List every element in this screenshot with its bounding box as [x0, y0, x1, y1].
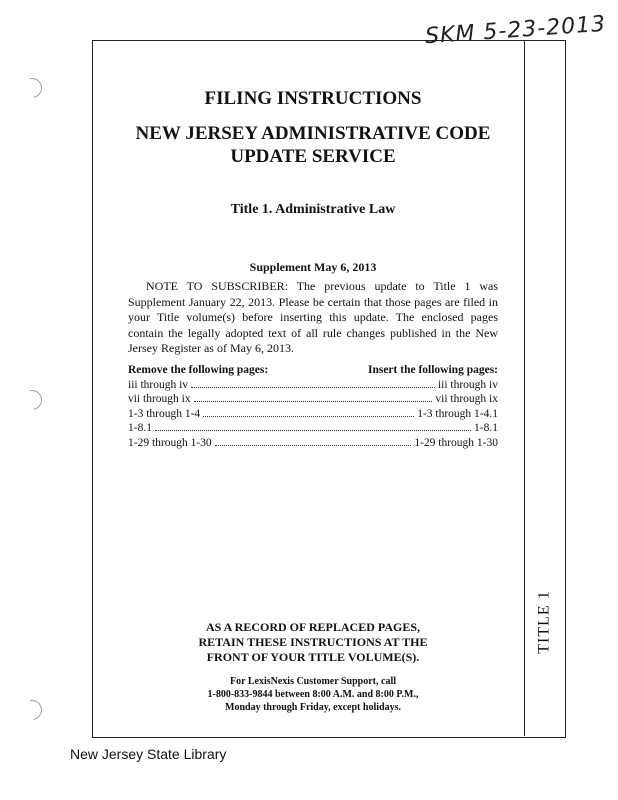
handwritten-initials-date: SKM 5-23-2013: [424, 11, 607, 50]
table-row: [128, 392, 498, 407]
leader-dots: [191, 387, 435, 388]
code-service-heading: [128, 122, 498, 168]
table-row: [128, 436, 498, 451]
remove-pages: iii through iv: [128, 378, 189, 391]
insert-pages: vii through ix: [435, 393, 498, 405]
binder-hole-mark: [18, 386, 46, 414]
leader-dots: [155, 430, 471, 431]
table-row: [128, 378, 498, 393]
title-tab-label: TITLE 1: [535, 590, 553, 654]
leader-dots: [203, 416, 414, 417]
record-instructions: [128, 620, 498, 665]
remove-pages: vii through ix: [128, 393, 191, 405]
binder-hole-mark: [18, 696, 46, 724]
subscriber-note: [128, 279, 498, 357]
insert-pages: iii through iv: [437, 378, 498, 391]
title-heading: Title 1. Administrative Law: [230, 202, 396, 217]
heading-line: UPDATE SERVICE: [230, 146, 396, 167]
record-line: AS A RECORD OF REPLACED PAGES,: [205, 620, 421, 634]
table-header: [128, 363, 498, 378]
customer-support-info: [128, 675, 498, 714]
insert-pages: 1-8.1: [474, 422, 498, 434]
leader-dots: [215, 445, 412, 446]
note-text: NOTE TO SUBSCRIBER: The previous update to Title 1 was Supplement January 22, 2013. Please be certain that those pages are filed in your Title volume(s) before inserting this update. The enclosed pages contain the legally adopted text of all rule changes published in the New Jersey Register as of May 6, 2013.: [128, 279, 498, 355]
binder-hole-mark: [18, 74, 46, 102]
record-line: RETAIN THESE INSTRUCTIONS AT THE: [198, 635, 428, 649]
insert-pages: 1-29 through 1-30: [414, 436, 498, 449]
support-phone-line: 1-800-833-9844 between 8:00 A.M. and 8:00 P.M.,: [207, 689, 419, 700]
supplement-date: Supplement May 6, 2013: [249, 260, 377, 274]
remove-pages: 1-29 through 1-30: [128, 436, 212, 449]
support-line: For LexisNexis Customer Support, call: [229, 676, 396, 687]
remove-pages: 1-3 through 1-4: [128, 407, 201, 420]
note-indent: [128, 279, 146, 293]
leader-dots: [194, 401, 433, 402]
insert-pages: 1-3 through 1-4.1: [417, 407, 498, 420]
record-line: FRONT OF YOUR TITLE VOLUME(S).: [206, 650, 420, 664]
library-footer: New Jersey State Library: [70, 746, 227, 762]
support-line: Monday through Friday, except holidays.: [225, 702, 401, 713]
title-tab: [525, 592, 564, 652]
remove-pages: 1-8.1: [128, 422, 152, 434]
remove-header: Remove the following pages:: [128, 364, 269, 376]
table-row: [128, 421, 498, 436]
filing-instructions-heading: FILING INSTRUCTIONS: [204, 88, 422, 109]
insert-header: Insert the following pages:: [367, 364, 498, 376]
table-row: [128, 407, 498, 422]
page-replacement-table: [128, 363, 498, 450]
heading-line: NEW JERSEY ADMINISTRATIVE CODE: [135, 123, 491, 144]
